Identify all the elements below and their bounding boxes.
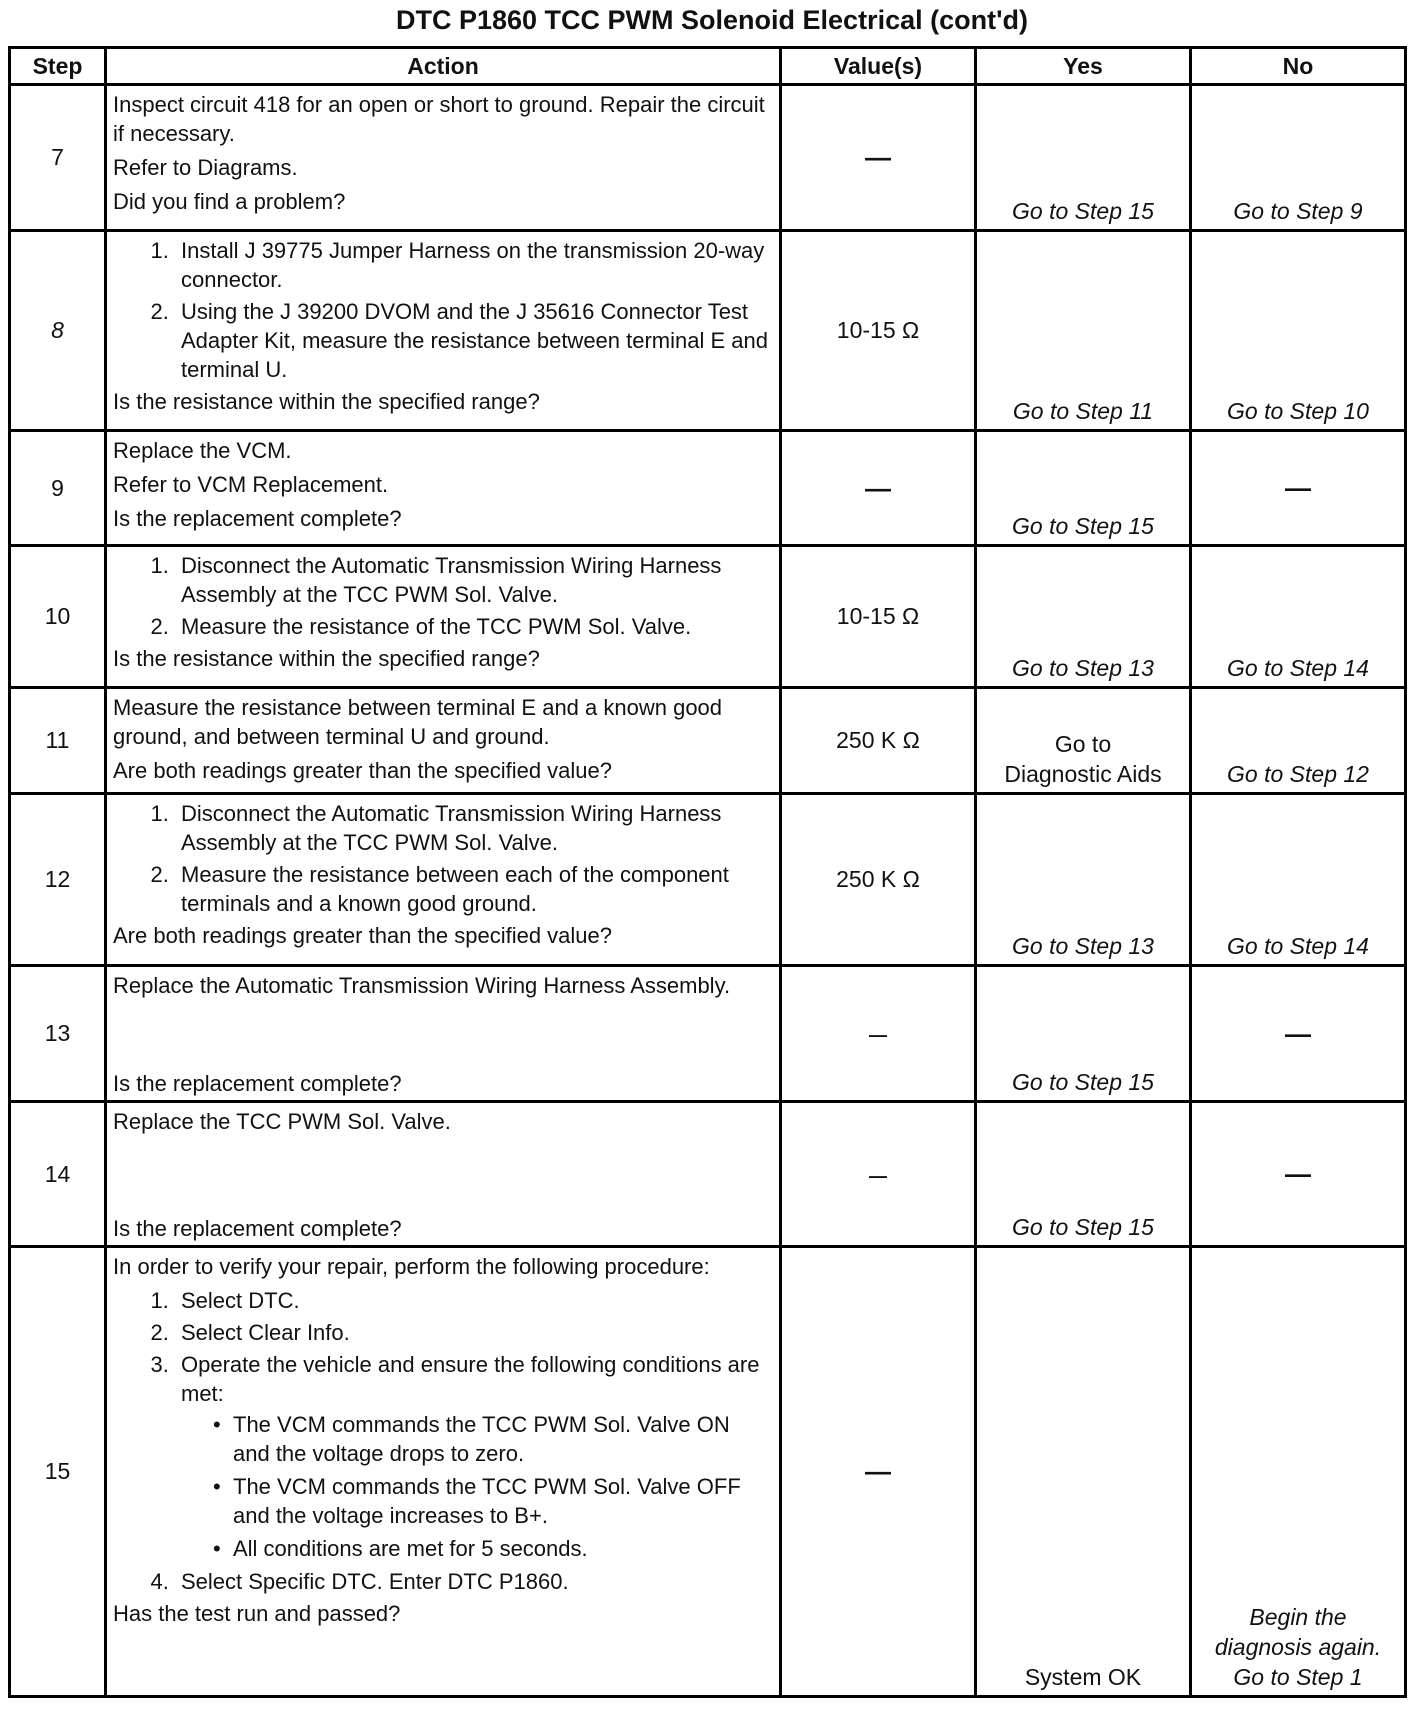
action-question: Has the test run and passed? [113,1601,401,1626]
yes-result: Go to Step 15 [1012,513,1154,539]
value-cell: 10-15 Ω [781,546,976,688]
action-cell [106,431,781,546]
action-step: 1. Install J 39775 Jumper Harness on the transmission 20-way connector. [175,236,771,294]
action-step: 4. Select Specific DTC. Enter DTC P1860. [175,1567,771,1596]
no-result: Go to Step 12 [1227,761,1369,787]
no-cell [1191,688,1406,794]
header-action: Action [106,48,781,85]
header-yes: Yes [976,48,1191,85]
yes-result: Go to Step 11 [1012,398,1154,424]
yes-cell [976,1102,1191,1247]
yes-cell [976,688,1191,794]
value-cell: 250 K Ω [781,794,976,966]
value-cell [781,431,976,546]
table-row [10,431,1406,546]
step-number: 8 [10,231,106,431]
yes-cell [976,794,1191,966]
step-number: 10 [10,546,106,688]
table-row [10,688,1406,794]
action-text: Inspect circuit 418 for an open or short to ground. Repair the circuit if necessary. [113,92,765,146]
action-text: Refer to VCM Replacement. [113,472,389,497]
action-cell [106,688,781,794]
value-cell: 10-15 Ω [781,231,976,431]
yes-result: Go to Step 15 [1012,1214,1154,1240]
action-question: Is the replacement complete? [113,1071,402,1096]
value-cell [781,85,976,231]
action-text: In order to verify your repair, perform the following procedure: [113,1254,710,1279]
no-dash: — [1285,1018,1311,1048]
no-result-line: Begin the [1249,1604,1347,1630]
no-cell [1191,431,1406,546]
table-row [10,1102,1406,1247]
yes-cell [976,966,1191,1102]
yes-cell [976,431,1191,546]
action-cell [106,546,781,688]
step-number: 11 [10,688,106,794]
yes-result: Go to Step 13 [1012,655,1154,681]
yes-cell [976,546,1191,688]
value-cell [781,1247,976,1697]
action-cell [106,1102,781,1247]
condition-bullet: • The VCM commands the TCC PWM Sol. Valve ON and the voltage drops to zero. [213,1410,771,1468]
yes-cell [976,85,1191,231]
no-result [1192,1018,1404,1049]
step-number: 12 [10,794,106,966]
no-dash: — [1285,472,1311,503]
table-row [10,966,1406,1102]
step-number: 7 [10,85,106,231]
action-step: 2. Measure the resistance between each of the component terminals and a known good ground. [175,860,771,918]
condition-bullet: • All conditions are met for 5 seconds. [213,1534,771,1563]
action-cell [106,85,781,231]
no-result [1192,473,1404,504]
action-question: Is the replacement complete? [113,1216,402,1241]
table-row [10,794,1406,966]
yes-result: System OK [1024,1664,1142,1690]
no-result: Go to Step 9 [1233,198,1363,224]
condition-bullet: • The VCM commands the TCC PWM Sol. Valve OFF and the voltage increases to B+. [213,1472,771,1530]
value-dash: — [869,1165,887,1186]
action-step-text: Operate the vehicle and ensure the following conditions are met: [181,1352,760,1406]
table-row [10,231,1406,431]
action-text: Measure the resistance between terminal E and a known good ground, and between terminal U and ground. [113,695,723,749]
no-result [1192,1602,1404,1692]
value-dash: — [865,472,891,503]
value-dash: — [869,1025,887,1045]
no-result-line: diagnosis again. [1214,1634,1382,1660]
table-row [10,1247,1406,1697]
action-step: 1. Disconnect the Automatic Transmission Wiring Harness Assembly at the TCC PWM Sol. Valve. [175,551,771,609]
value-cell [781,1102,976,1247]
yes-result: Go to Step 13 [1012,933,1154,959]
action-step: 1. Select DTC. [175,1286,771,1315]
no-result: Go to Step 14 [1227,933,1369,959]
no-cell [1191,1247,1406,1697]
step-number: 15 [10,1247,106,1697]
no-dash: — [1285,1158,1311,1189]
action-cell [106,231,781,431]
yes-result [977,729,1189,789]
no-result: Go to Step 10 [1227,398,1369,424]
value-dash: — [865,142,891,172]
no-cell [1191,1102,1406,1247]
action-step [175,1350,771,1563]
no-cell [1191,85,1406,231]
action-step: 1. Disconnect the Automatic Transmission Wiring Harness Assembly at the TCC PWM Sol. Valve. [175,799,771,857]
action-text: Refer to Diagrams. [113,155,298,180]
value-cell: 250 K Ω [781,688,976,794]
action-step: 2. Select Clear Info. [175,1318,771,1347]
action-question: Are both readings greater than the specified value? [113,758,612,783]
yes-result-line: Diagnostic Aids [1004,761,1162,787]
value-dash: — [865,1456,891,1486]
no-result-line: Go to Step 1 [1233,1664,1363,1690]
diagnostic-table [8,46,1407,1698]
action-question: Is the resistance within the specified range? [113,646,540,671]
action-cell [106,966,781,1102]
page-title: DTC P1860 TCC PWM Solenoid Electrical (cont'd) [395,5,1028,35]
yes-cell [976,231,1191,431]
action-question: Did you find a problem? [113,189,346,214]
action-question: Is the resistance within the specified range? [113,389,540,414]
action-cell [106,794,781,966]
header-no: No [1191,48,1406,85]
action-text: Replace the TCC PWM Sol. Valve. [113,1109,451,1134]
yes-result: Go to Step 15 [1012,1069,1154,1095]
action-question: Is the replacement complete? [113,506,402,531]
value-cell [781,966,976,1102]
header-step: Step [10,48,106,85]
table-header-row [10,48,1406,85]
action-step: 2. Using the J 39200 DVOM and the J 35616 Connector Test Adapter Kit, measure the resistance between terminal E and terminal U. [175,297,771,384]
no-cell [1191,231,1406,431]
no-cell [1191,966,1406,1102]
table-row [10,85,1406,231]
no-result [1192,1159,1404,1190]
header-values: Value(s) [781,48,976,85]
action-cell [106,1247,781,1697]
step-number: 14 [10,1102,106,1247]
action-question: Are both readings greater than the specified value? [113,923,612,948]
no-result: Go to Step 14 [1227,655,1369,681]
yes-result-line: Go to [1054,731,1112,757]
no-cell [1191,794,1406,966]
table-row [10,546,1406,688]
action-text: Replace the Automatic Transmission Wiring Harness Assembly. [113,973,731,998]
step-number: 9 [10,431,106,546]
action-step: 2. Measure the resistance of the TCC PWM Sol. Valve. [175,612,771,641]
no-cell [1191,546,1406,688]
action-text: Replace the VCM. [113,438,292,463]
step-number: 13 [10,966,106,1102]
yes-cell [976,1247,1191,1697]
yes-result: Go to Step 15 [1012,198,1154,224]
